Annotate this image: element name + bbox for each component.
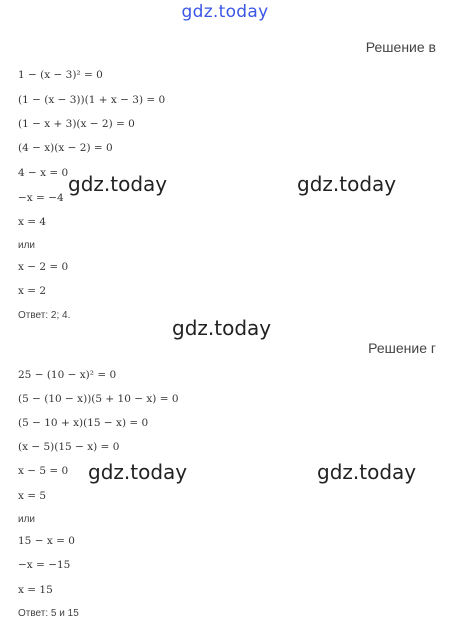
solution-g-answer: Ответ: 5 и 15 — [18, 608, 79, 619]
solution-v-line: 1 − (x − 3)² = 0 — [18, 69, 103, 81]
solution-v-line: (1 − x + 3)(x − 2) = 0 — [18, 118, 135, 130]
solution-g-line: x = 15 — [18, 584, 53, 596]
solution-g-line: (5 − (10 − x))(5 + 10 − x) = 0 — [18, 393, 179, 405]
solution-g-line: 25 − (10 − x)² = 0 — [18, 369, 117, 381]
watermark: gdz.today — [88, 460, 188, 484]
solution-g-line: 15 − x = 0 — [18, 535, 75, 547]
solution-g-line: (5 − 10 + x)(15 − x) = 0 — [18, 417, 149, 429]
solution-g-line: или — [18, 514, 36, 525]
solution-v-line: (4 − x)(x − 2) = 0 — [18, 142, 113, 154]
solution-g-line: −x = −15 — [18, 559, 71, 571]
watermark: gdz.today — [68, 172, 168, 196]
solution-v-line: x = 4 — [18, 216, 47, 228]
solution-v-line: 4 − x = 0 — [18, 167, 69, 179]
solution-v-heading: Решение в — [365, 39, 436, 55]
solution-v-line: −x = −4 — [18, 192, 64, 204]
solution-g-line: x = 5 — [18, 490, 47, 502]
watermark: gdz.today — [172, 316, 272, 340]
solution-v-line: (1 − (x − 3))(1 + x − 3) = 0 — [18, 94, 166, 106]
watermark: gdz.today — [317, 460, 417, 484]
solution-v-line: x = 2 — [18, 285, 47, 297]
site-logo[interactable]: gdz.today — [181, 2, 269, 22]
solution-v-line: x − 2 = 0 — [18, 261, 69, 273]
watermark: gdz.today — [297, 172, 397, 196]
solution-g-heading: Решение г — [368, 340, 436, 356]
solution-g-line: (x − 5)(15 − x) = 0 — [18, 441, 120, 453]
solution-v-answer: Ответ: 2; 4. — [18, 310, 71, 321]
solution-v-line: или — [18, 240, 36, 251]
solution-g-line: x − 5 = 0 — [18, 465, 69, 477]
